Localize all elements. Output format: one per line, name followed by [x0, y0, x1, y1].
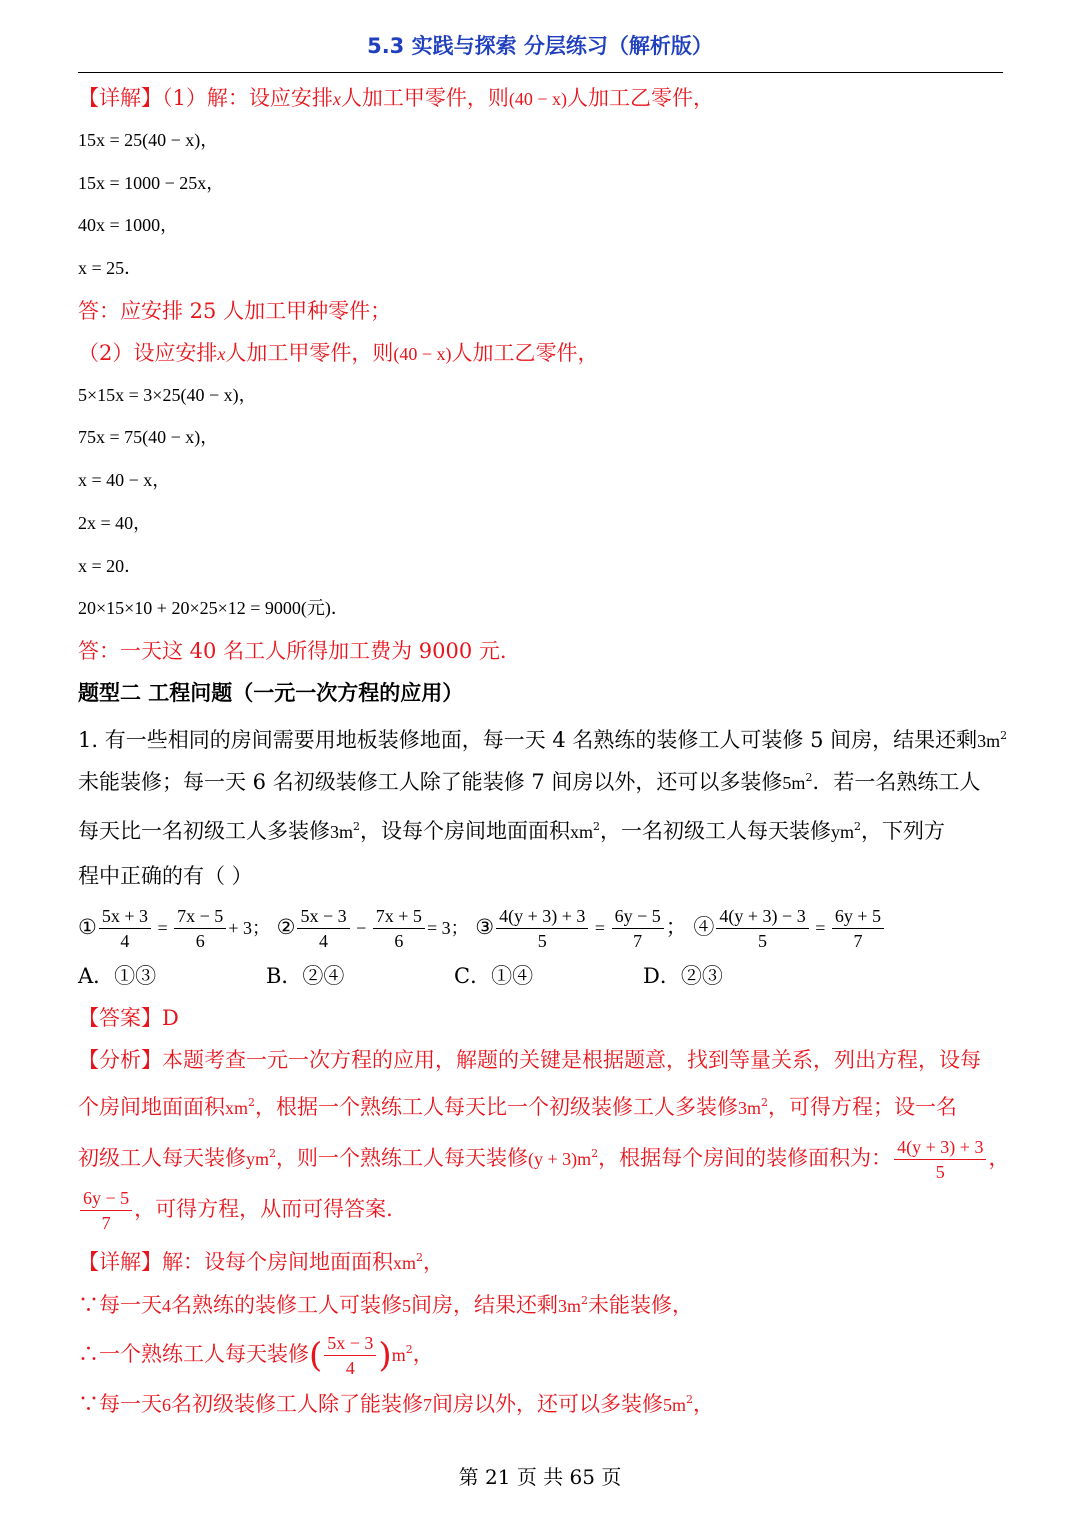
unit: xm: [570, 822, 594, 842]
fraction: $\frac{5x + 3}{4}$: [99, 904, 151, 953]
choice-d[interactable]: D．②③: [643, 964, 723, 988]
detail-line-3: ∴一个熟练工人每天装修( $\frac{5x - 3}{4}$ )$m^2$，: [78, 1333, 434, 1378]
detail-line-4: ∵每一天6名初级装修工人除了能装修7间房以外，还可以多装修$5m^2$，: [78, 1392, 715, 1416]
question-line-1: 1. 有一些相同的房间需要用地板装修地面，每一天 4 名熟练的装修工人可装修 5 间房，结果还剩$3m^2$: [78, 728, 1008, 752]
analysis-line-1: [78, 1045, 981, 1075]
fraction: $\frac{6y + 5}{7}$: [832, 904, 884, 953]
choice-b[interactable]: B．②④: [266, 964, 345, 988]
part1-eq4: x = 25．: [78, 258, 143, 278]
part1-intro-a: （1）解：设应安排: [162, 86, 333, 110]
unit: 3m: [330, 822, 354, 842]
question-text: ，一名初级工人每天装修: [600, 819, 832, 843]
option-mark: ①: [78, 915, 97, 939]
option-1: ① $\frac{5x + 3}{4}$ = $\frac{7x - 5}{6}$ + 3；: [78, 906, 270, 951]
section-title: 题型二 工程问题（一元一次方程的应用）: [78, 681, 464, 705]
part1-intro-c: 人加工乙零件，: [567, 86, 715, 110]
question-line-3: 每天比一名初级工人多装修$3m^2$，设每个房间地面面积$xm^2$，一名初级工人每天装修$ym^2$，下列方: [78, 819, 946, 843]
unit: 3m: [977, 731, 1001, 751]
option-mark: ②: [276, 915, 296, 939]
fraction: $\frac{6y - 5}{7}$: [612, 904, 664, 953]
choice-c[interactable]: C．①④: [454, 964, 534, 988]
question-text: ，下列方: [861, 819, 946, 843]
unit: ym: [831, 822, 855, 842]
question-text: ，设每个房间地面面积: [360, 819, 571, 843]
part2-eq3: x = 40 − x，: [78, 470, 171, 490]
fraction: $\frac{4(y + 3) + 3}{5}$: [496, 904, 588, 953]
part2-eq2: 75x = 75(40 − x)，: [78, 427, 219, 447]
question-line-4: 程中正确的有（ ）: [78, 864, 253, 888]
detail-line-1: 【详解】解：设每个房间地面面积$xm^2$，: [78, 1250, 445, 1274]
option-4: ④ $\frac{4(y + 3) - 3}{5}$ = $\frac{6y + 5}{7}$: [693, 915, 886, 939]
part2-eq5: x = 20．: [78, 556, 143, 576]
detail-label: 【详解】: [78, 1250, 162, 1274]
var-x: x: [217, 344, 226, 364]
analysis-label: 【分析】: [78, 1048, 162, 1072]
choice-a[interactable]: A．①③: [78, 964, 157, 988]
detail-label: 【详解】: [78, 86, 162, 110]
analysis-line-3: 初级工人每天装修$ym^2$，则一个熟练工人每天装修$(y + 3)m^2$，根据每个房间的装修面积为： $\frac{4(y + 3) + 3}{5}$ ，: [78, 1137, 1010, 1182]
fraction: $\frac{7x + 5}{6}$: [373, 904, 425, 953]
part2-eq1: 5×15x = 3×25(40 − x)，: [78, 385, 257, 405]
part1-eq3: 40x = 1000，: [78, 215, 179, 235]
fraction: $\frac{5x - 3}{4}$: [297, 904, 349, 953]
part2-intro-a: （2）设应安排: [78, 341, 218, 365]
part2-answer: 答：一天这 40 名工人所得加工费为 9000 元.: [78, 639, 507, 663]
detail-line-2: ∵每一天4名熟练的装修工人可装修5间房，结果还剩$3m^2$未能装修，: [78, 1293, 694, 1317]
fraction: $\frac{7x - 5}{6}$: [174, 904, 226, 953]
question-text: 未能装修；每一天 6 名初级装修工人除了能装修 7 间房以外，还可以多装修: [78, 770, 783, 794]
part2-intro-expr: (40 − x): [393, 344, 452, 364]
fraction: $\frac{4(y + 3) + 3}{5}$: [894, 1135, 986, 1184]
fraction: $\frac{6y - 5}{7}$: [80, 1186, 132, 1235]
analysis-text: 本题考查一元一次方程的应用，解题的关键是根据题意，找到等量关系，列出方程，设每: [162, 1048, 981, 1072]
unit: 5m: [782, 773, 806, 793]
question-text: 1. 有一些相同的房间需要用地板装修地面，每一天 4 名熟练的装修工人可装修 5 间房，结果还剩: [78, 728, 978, 752]
fraction: $\frac{4(y + 3) - 3}{5}$: [716, 904, 808, 953]
part2-eq4: 2x = 40，: [78, 513, 152, 533]
part2-intro-b: 人加工甲零件，则: [225, 341, 394, 365]
header-rule: [78, 72, 1003, 73]
var-x: x: [332, 89, 341, 109]
part2-intro-c: 人加工乙零件，: [451, 341, 599, 365]
part1-intro-b: 人加工甲零件，则: [340, 86, 509, 110]
option-3: ③ $\frac{4(y + 3) + 3}{5}$ = $\frac{6y - 5}{7}$ ；: [475, 906, 687, 951]
part1-eq1: 15x = 25(40 − x)，: [78, 130, 219, 150]
answer-label: 【答案】D: [78, 1006, 179, 1030]
part2-intro-line: [78, 338, 599, 369]
part1-answer: 答：应安排 25 人加工甲种零件；: [78, 299, 392, 323]
option-2: ② $\frac{5x - 3}{4}$ − $\frac{7x + 5}{6}$ = 3；: [276, 906, 469, 951]
fraction: $\frac{5x - 3}{4}$: [324, 1331, 376, 1380]
question-text: 每天比一名初级工人多装修: [78, 819, 330, 843]
analysis-line-4: $\frac{6y - 5}{7}$ ，可得方程，从而可得答案.: [78, 1183, 393, 1235]
analysis-line-2: 个房间地面面积$xm^2$，根据一个熟练工人每天比一个初级装修工人多装修$3m^2$，可得方程；设一名: [78, 1095, 958, 1119]
part1-eq2: 15x = 1000 − 25x，: [78, 173, 225, 193]
option-mark: ④: [693, 915, 715, 939]
option-mark: ③: [475, 915, 495, 939]
question-line-2: 未能装修；每一天 6 名初级装修工人除了能装修 7 间房以外，还可以多装修$5m^2$．若一名熟练工人: [78, 770, 981, 794]
part1-intro-line: [78, 83, 714, 114]
equation-options: [78, 900, 886, 955]
part2-eq6: 20×15×10 + 20×25×12 = 9000(元)．: [78, 598, 349, 618]
page-footer: 第 21 页 共 65 页: [458, 1465, 622, 1489]
question-text: ．若一名熟练工人: [812, 770, 981, 794]
part1-intro-expr: (40 − x): [508, 89, 568, 109]
page-header-title: 5.3 实践与探索 分层练习（解析版）: [367, 34, 713, 58]
